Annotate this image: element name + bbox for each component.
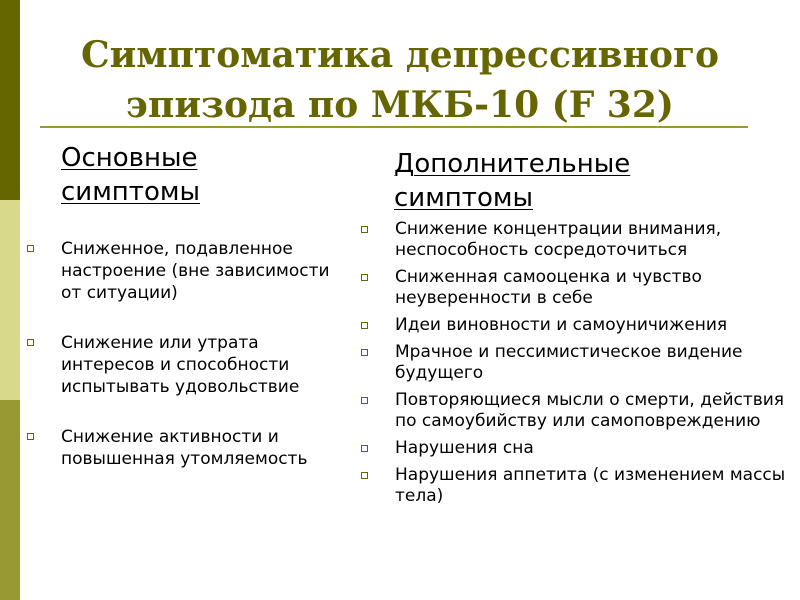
additional-symptom-text: Нарушения аппетита (с изменением массы тела) [395,465,786,506]
main-symptoms-list [27,238,347,498]
main-symptoms-heading-line-1: Основные [61,143,198,173]
square-bullet-icon [361,349,368,356]
square-bullet-icon [361,226,368,233]
main-symptom-item [27,426,347,470]
decorative-bar-bottom [0,400,20,600]
square-bullet-icon [361,472,368,479]
title-divider [40,126,748,128]
additional-symptom-text: Мрачное и пессимистическое видение будущего [395,342,743,383]
main-symptom-text: Сниженное, подавленное настроение (вне зависимости от ситуации) [61,239,330,303]
additional-symptom-item [361,315,791,336]
additional-symptom-item [361,465,791,507]
additional-symptom-item [361,342,791,384]
square-bullet-icon [361,397,368,404]
square-bullet-icon [27,433,34,440]
main-symptom-text: Снижение активности и повышенная утомляемость [61,427,308,469]
additional-symptoms-list [361,219,791,513]
square-bullet-icon [361,445,368,452]
main-symptom-item [27,332,347,398]
additional-symptoms-heading [394,147,694,215]
square-bullet-icon [27,245,34,252]
main-symptoms-heading [61,141,331,209]
main-symptoms-heading-line-2: симптомы [61,177,201,207]
additional-symptom-text: Сниженная самооценка и чувство неуверенности в себе [395,267,702,308]
additional-symptom-text: Идеи виновности и самоуничижения [395,315,728,335]
additional-symptoms-heading-line-1: Дополнительные [394,149,631,179]
additional-symptom-item [361,267,791,309]
decorative-bar-top [0,0,20,200]
main-symptom-item [27,238,347,304]
additional-symptom-item [361,219,791,261]
additional-symptom-text: Снижение концентрации внимания, неспособность сосредоточиться [395,219,722,260]
main-symptom-text: Снижение или утрата интересов и способности испытывать удовольствие [61,333,300,397]
additional-symptom-text: Нарушения сна [395,438,534,458]
additional-symptom-item [361,438,791,459]
square-bullet-icon [361,322,368,329]
slide-title-line-1: Симптоматика депрессивного [80,34,720,76]
additional-symptom-text: Повторяющиеся мысли о смерти, действия по самоубийству или самоповреждению [395,390,785,431]
square-bullet-icon [27,339,34,346]
decorative-bar-middle [0,200,20,400]
square-bullet-icon [361,274,368,281]
slide-title-line-2: эпизода по МКБ-10 (F 32) [126,84,674,126]
additional-symptoms-heading-line-2: симптомы [394,183,534,213]
slide-title [40,30,760,130]
additional-symptom-item [361,390,791,432]
